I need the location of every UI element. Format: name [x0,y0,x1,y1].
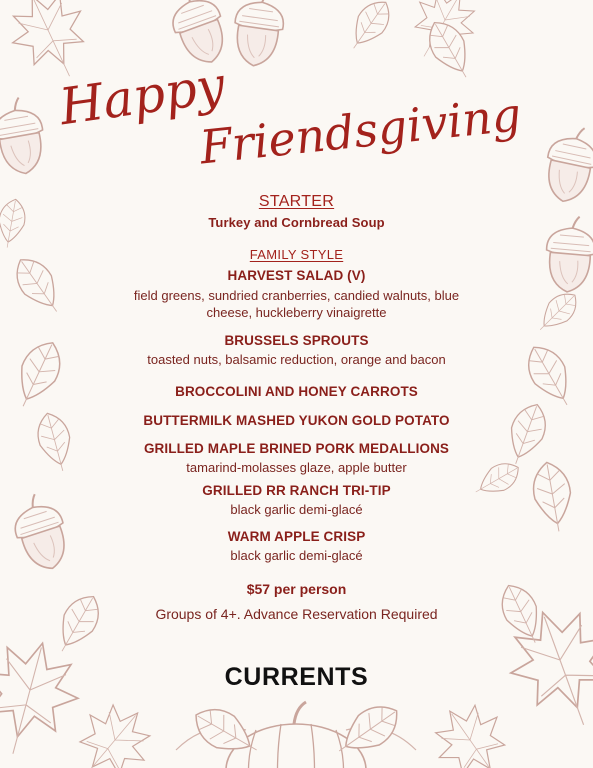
dish-name: GRILLED MAPLE BRINED PORK MEDALLIONS [143,441,450,456]
dish-name: BROCCOLINI AND HONEY CARROTS [175,384,418,399]
maple-leaf-icon [421,691,526,768]
family-style-heading: FAMILY STYLE [249,247,344,262]
title-script [0,0,593,200]
maple-leaf-icon [57,690,164,768]
dish-description: toasted nuts, balsamic reduction, orange and bacon [147,352,446,367]
title-line-1: Happy [56,55,229,137]
reservation-note: Groups of 4+. Advance Reservation Required [155,606,438,622]
brand-name: CURRENTS [224,663,369,691]
maple-leaf-icon [0,631,89,767]
starter-item: Turkey and Cornbread Soup [208,215,385,230]
dish-description: field greens, sundried cranberries, candied walnuts, blue [133,288,460,303]
starter-heading: STARTER [258,193,335,210]
dish-name: HARVEST SALAD (V) [227,268,366,283]
dish-description: cheese, huckleberry vinaigrette [206,305,387,320]
leaf-icon [48,588,108,659]
dish-description: tamarind-molasses glaze, apple butter [186,460,407,475]
dish-description: black garlic demi-glacé [230,548,363,563]
dish-name: BUTTERMILK MASHED YUKON GOLD POTATO [143,413,450,428]
leaf-icon [519,339,582,414]
price-text: $57 per person [246,581,347,597]
dish-name: WARM APPLE CRISP [227,529,366,544]
starter-section [0,193,593,211]
family-style-section [0,247,593,262]
title-line-2: Friendsgiving [197,87,524,175]
dish-name: GRILLED RR RANCH TRI-TIP [202,483,391,498]
dish-description: black garlic demi-glacé [230,502,363,517]
dish-name: BRUSSELS SPROUTS [224,333,369,348]
